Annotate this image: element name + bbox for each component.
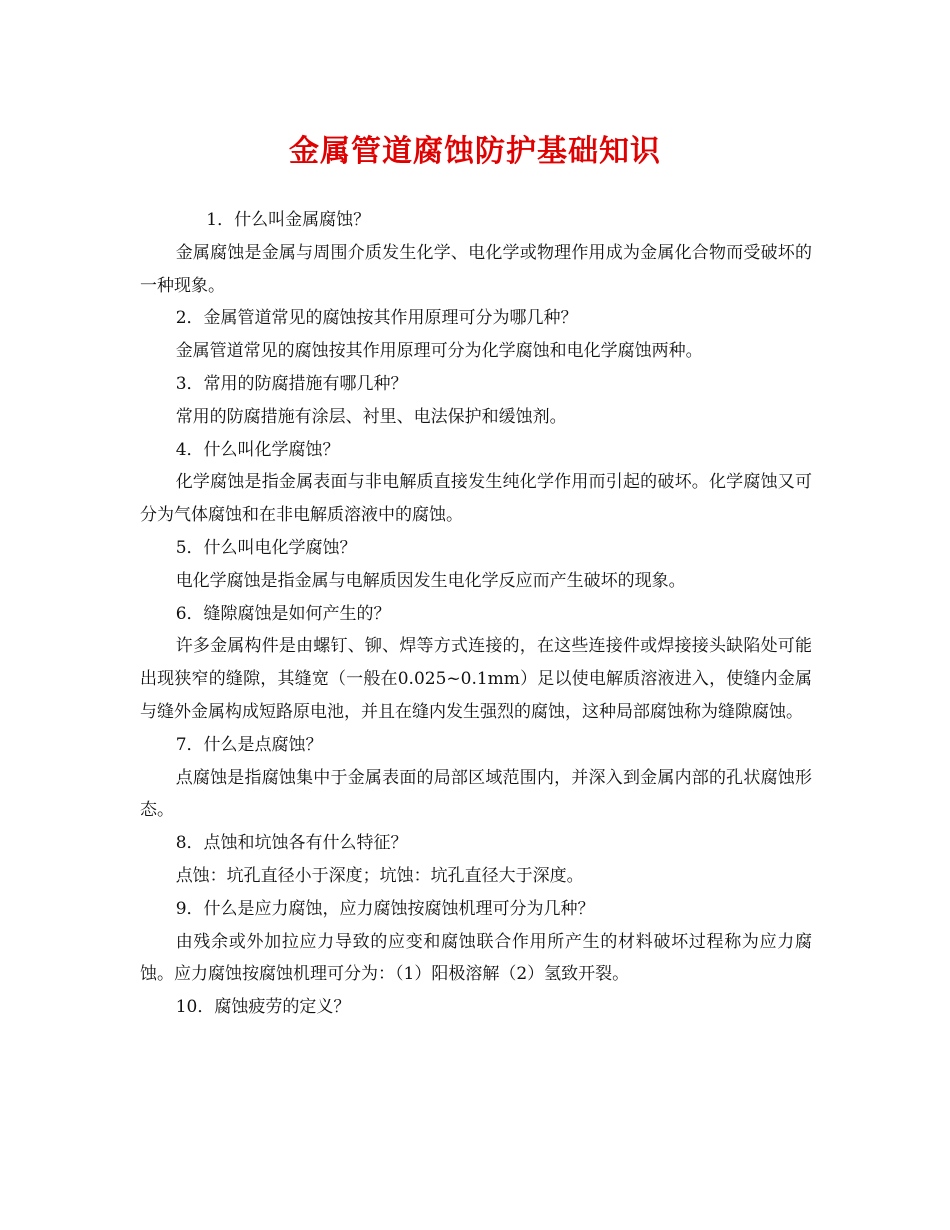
answer-1: 金属腐蚀是金属与周围介质发生化学、电化学或物理作用成为金属化合物而受破坏的一种现象。 [140, 242, 812, 296]
question-4: 4．什么叫化学腐蚀？ [175, 439, 340, 460]
answer-9: 由残余或外加拉应力导致的应变和腐蚀联合作用所产生的材料破坏过程称为应力腐蚀。应力腐蚀按腐蚀机理可分为：（1）阳极溶解（2）氢致开裂。 [140, 931, 812, 985]
question-5: 5．什么叫电化学腐蚀？ [175, 537, 357, 558]
question-2: 2．金属管道常见的腐蚀按其作用原理可分为哪几种？ [175, 308, 578, 329]
answer-4: 化学腐蚀是指金属表面与非电解质直接发生纯化学作用而引起的破坏。化学腐蚀又可分为气体腐蚀和在非电解质溶液中的腐蚀。 [140, 472, 812, 526]
question-9: 9．什么是应力腐蚀，应力腐蚀按腐蚀机理可分为几种？ [175, 898, 595, 919]
answer-2: 金属管道常见的腐蚀按其作用原理可分为化学腐蚀和电化学腐蚀两种。 [175, 341, 703, 362]
question-1: 1．什么叫金属腐蚀？ [206, 210, 371, 230]
question-3: 3．常用的防腐措施有哪几种？ [175, 373, 408, 394]
question-7: 7．什么是点腐蚀？ [175, 734, 323, 755]
document-title: 金属管道腐蚀防护基础知识 [289, 134, 661, 169]
answer-6: 许多金属构件是由螺钉、铆、焊等方式连接的，在这些连接件或焊接接头缺陷处可能出现狭窄的缝隙，其缝宽（一般在0.025~0.1mm）足以使电解质溶液进入，使缝内金属与缝外金属构成短路原电池，并且在缝内发生强烈的腐蚀，这种局部腐蚀称为缝隙腐蚀。 [140, 636, 812, 722]
answer-8: 点蚀：坑孔直径小于深度；坑蚀：坑孔直径大于深度。 [175, 865, 584, 886]
question-8: 8．点蚀和坑蚀各有什么特征？ [175, 833, 408, 854]
answer-5: 电化学腐蚀是指金属与电解质因发生电化学反应而产生破坏的现象。 [175, 570, 686, 591]
document-body [140, 204, 812, 1024]
question-6: 6．缝隙腐蚀是如何产生的？ [175, 603, 391, 624]
answer-3: 常用的防腐措施有涂层、衬里、电法保护和缓蚀剂。 [175, 406, 567, 427]
question-10: 10．腐蚀疲劳的定义？ [175, 997, 351, 1018]
answer-7: 点腐蚀是指腐蚀集中于金属表面的局部区域范围内，并深入到金属内部的孔状腐蚀形态。 [140, 767, 812, 821]
